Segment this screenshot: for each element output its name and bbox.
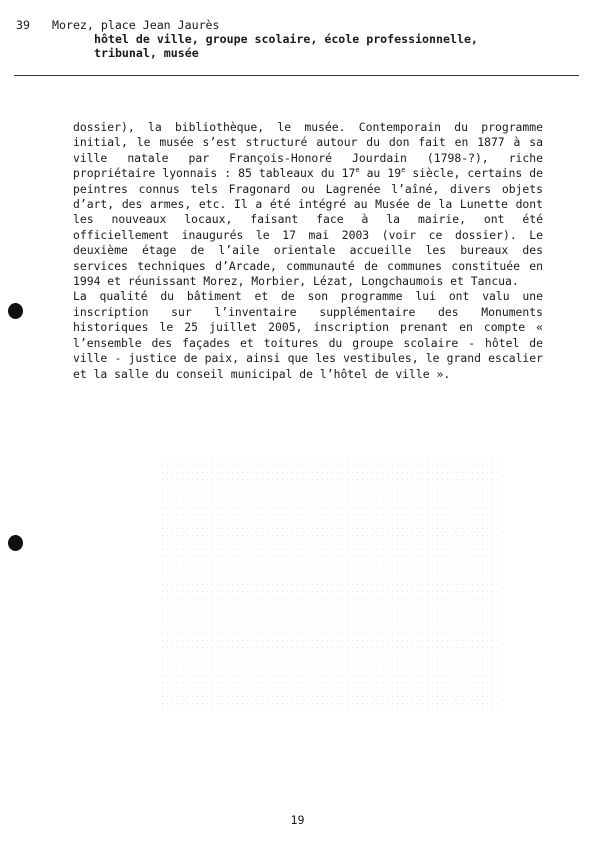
body-text: [73, 120, 543, 382]
paragraph-museum-part-2: au 19: [359, 166, 402, 181]
paragraph-museum-part-1: dossier), la bibliothèque, le musée. Contemporain du programme initial, le musée s’est structuré autour du don fait en 1877 à sa ville natale par François-Honoré Jourdain (1798-?), riche propriétaire lyonnais : 85 tableaux du 17: [73, 120, 543, 181]
page-number: 19: [290, 813, 305, 827]
header-divider: [14, 75, 579, 76]
entry-number: 39: [16, 18, 30, 32]
entry-subject-line-2: tribunal, musée: [94, 46, 199, 60]
scan-noise: [160, 455, 500, 715]
page-header: [16, 18, 576, 60]
entry-location: Morez, place Jean Jaurès: [52, 18, 220, 32]
header-first-line: [16, 18, 576, 32]
century-superscript-2: e: [401, 166, 406, 175]
paragraph-museum-part-3: siècle, certains de peintres connus tels Fragonard ou Lagrenée l’aîné, divers objets d’art, des armes, etc. Il a été intégré au Musée de la Lunette dont les nouveaux locaux, faisant face à la mairie, ont été officiellement inaugurés le 17 mai 2003 (voir ce dossier). Le deuxième étage de l’aile orientale accueille les bureaux des services techniques d’Arcade, communauté de communes constituée en 1994 et réunissant Morez, Morbier, Lézat, Longchaumois et Tancua.: [73, 166, 544, 289]
paragraph-museum: [73, 120, 543, 289]
binder-hole-bottom: [8, 535, 23, 551]
paragraph-monument-listing: La qualité du bâtiment et de son programme lui ont valu une inscription sur l’inventaire supplémentaire des Monuments historiques le 25 juillet 2005, inscription prenant en compte « l’ensemble des façades et toitures du groupe scolaire - hôtel de ville - justice de paix, ainsi que les vestibules, le grand escalier et la salle du conseil municipal de l’hôtel de ville ».: [73, 289, 543, 381]
entry-subject-line-1: hôtel de ville, groupe scolaire, école professionnelle,: [94, 32, 478, 46]
century-superscript-1: e: [355, 166, 360, 175]
binder-hole-top: [8, 303, 23, 319]
